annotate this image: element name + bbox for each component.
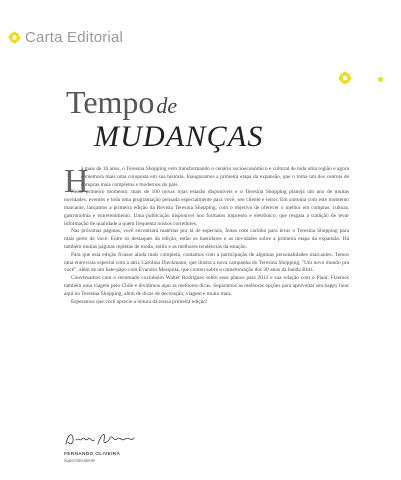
paragraph: á mais de 16 anos, o Teresina Shopping vem transformando o cenário socioeconômico e cultural de toda uma região e agora comemora mais uma conquista em sua história. Inauguramos a primeira etapa da expansão, que o torna um dos centros de compras mais completos e modernos do país. (81, 166, 349, 188)
paragraph: Conversamos com o renomado cozinheiro Walter Rodrigues sobre seus planos para 2013 e sua relação com o Piauí. Fizemos também uma viagem pelo Chile e dividimos aqui as melhores dicas. Separamos as melhores opções para aproveitar seu happy hour aqui no Teresina Shopping, além de dicas de decoração, viagem e muito mais. (64, 275, 349, 297)
handwritten-signature (64, 430, 144, 450)
headline-word-de: de (156, 93, 178, 118)
signature-name: FERNANDO OLIVEIRA (64, 452, 121, 457)
paragraph: Neste primeiro momento, mais de 100 novas lojas estarão disponíveis e o Teresina Shopping planeja um ano de muitas novidades, eventos e toda uma programação pensada especialmente para você, seu cliente e leitor. Em sintonia com este momento marcante, lançamos a primeira edição da Revista Teresina Shopping, com o objetivo de oferecer o melhor em compras, cultura, gastronomia e entretenimento. Uma publicação disponível nos formatos impresso e eletrônico, que resgata a tradição de levar informação de qualidade a quem frequenta nossos corredores. (64, 189, 349, 227)
section-header (8, 29, 123, 46)
headline-line-1 (66, 86, 366, 122)
paragraph: Esperamos que você aprecie a leitura da nossa primeira edição! (71, 298, 208, 305)
paragraph: Para que esta edição ficasse ainda mais completa, contamos com a participação de algumas personalidades marcantes. Temos uma entrevista especial com a atriz Carolina Dieckmann, que ilustra a nova campanha do Teresina Shopping, "Um novo mundo pra você", além de um bate-papo com Evandro Mesquita, que contou sobre a comemoração dos 30 anos da banda Blitz. (64, 251, 349, 274)
headline-word-mudancas: MUDANÇAS (94, 120, 264, 153)
drop-cap: H (64, 163, 89, 200)
signature-title: Superintendente (64, 459, 96, 464)
paragraph: Nas próximas páginas, você encontrará matérias por lá de especiais, feitas com carinho para levar o Teresina Shopping para mais perto de você. Entre os destaques da edição, estão os bastidores e as novidades sobre a primeira etapa da expansão. Há também muitas páginas repletas de moda, estilo e as melhores tendências da estação. (64, 228, 349, 250)
editorial-body (64, 163, 349, 306)
headline-word-tempo: Tempo (66, 84, 155, 120)
headline (66, 86, 366, 152)
section-label: Carta Editorial (25, 29, 124, 46)
accent-dot (378, 77, 383, 82)
flower-icon (338, 71, 352, 85)
flower-icon (8, 31, 21, 44)
